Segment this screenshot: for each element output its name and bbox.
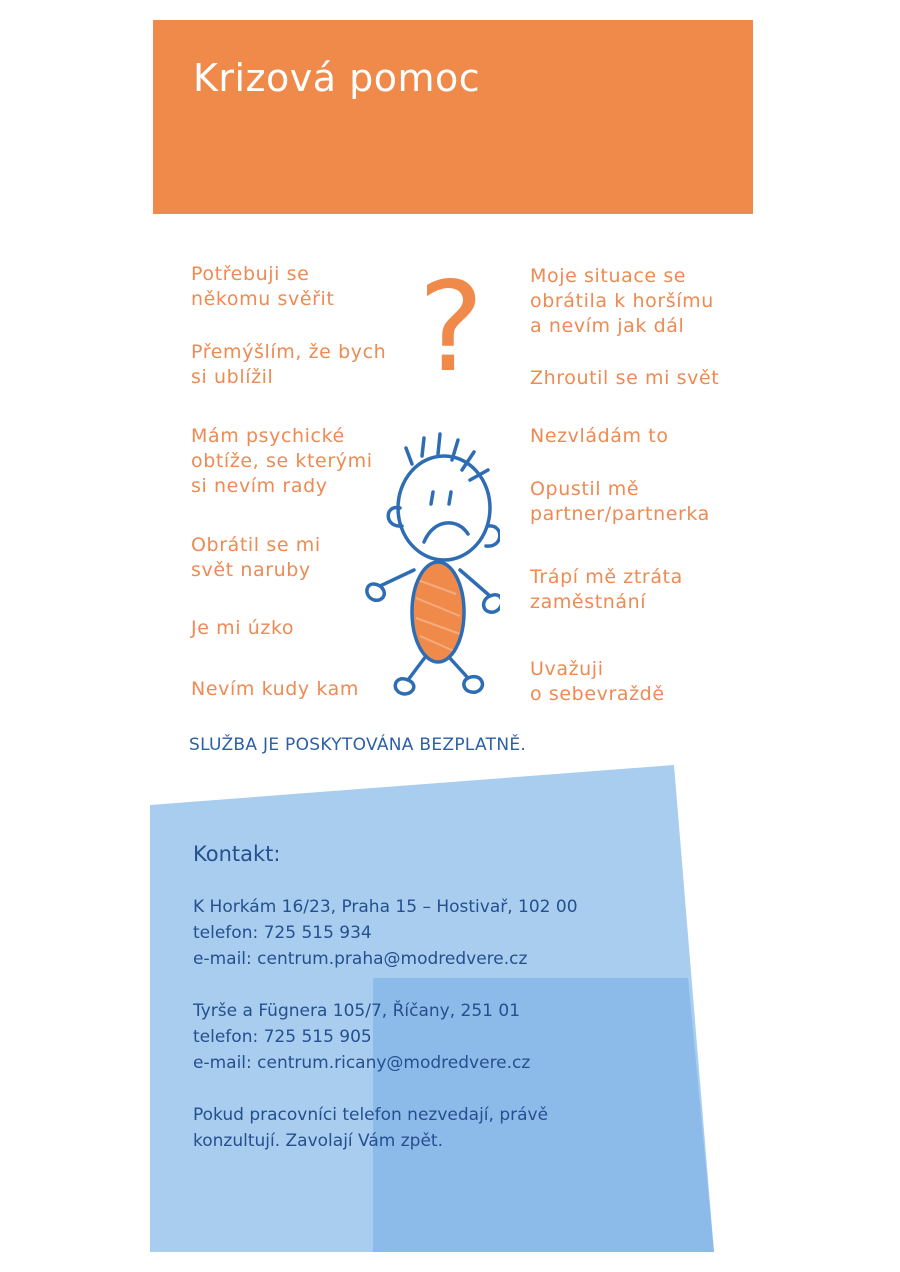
phrase-left-6: Nevím kudy kam <box>191 678 359 700</box>
phrase-right-6: Uvažuji o sebevraždě <box>530 658 665 705</box>
email-ricany[interactable]: e-mail: centrum.ricany@modredvere.cz <box>193 1053 531 1073</box>
phone-ricany[interactable]: telefon: 725 515 905 <box>193 1027 372 1047</box>
phrase-left-3: Mám psychické obtíže, se kterými si nevím rady <box>191 425 373 497</box>
location-ricany <box>193 998 578 1076</box>
phrase-right-5: Trápí mě ztráta zaměstnání <box>530 566 683 613</box>
phrase-right-1: Moje situace se obrátila k horšímu a nevím jak dál <box>530 265 714 337</box>
phrase-right-3: Nezvládám to <box>530 425 669 447</box>
page-title: Krizová pomoc <box>193 56 481 100</box>
contact-heading: Kontakt: <box>193 842 281 866</box>
phrase-left-2: Přemýšlím, že bych si ublížil <box>191 341 387 388</box>
phrase-left-5: Je mi úzko <box>191 617 295 639</box>
phrase-right-2: Zhroutil se mi svět <box>530 367 720 389</box>
email-praha[interactable]: e-mail: centrum.praha@modredvere.cz <box>193 949 528 969</box>
question-mark-icon: ? <box>418 256 484 400</box>
phrase-right-4: Opustil mě partner/partnerka <box>530 478 710 525</box>
contact-section <box>193 842 578 1154</box>
phrase-left-1: Potřebuji se někomu svěřit <box>191 263 335 310</box>
address-praha: K Horkám 16/23, Praha 15 – Hostivař, 102 00 <box>193 897 578 917</box>
free-service-note: SLUŽBA JE POSKYTOVÁNA BEZPLATNĚ. <box>189 735 527 755</box>
callback-note: Pokud pracovníci telefon nezvedají, právě konzultují. Zavolají Vám zpět. <box>193 1105 549 1151</box>
location-praha <box>193 894 578 972</box>
phone-praha[interactable]: telefon: 725 515 934 <box>193 923 372 943</box>
address-ricany: Tyrše a Fügnera 105/7, Říčany, 251 01 <box>193 1001 521 1021</box>
phrase-left-4: Obrátil se mi svět naruby <box>191 534 321 581</box>
